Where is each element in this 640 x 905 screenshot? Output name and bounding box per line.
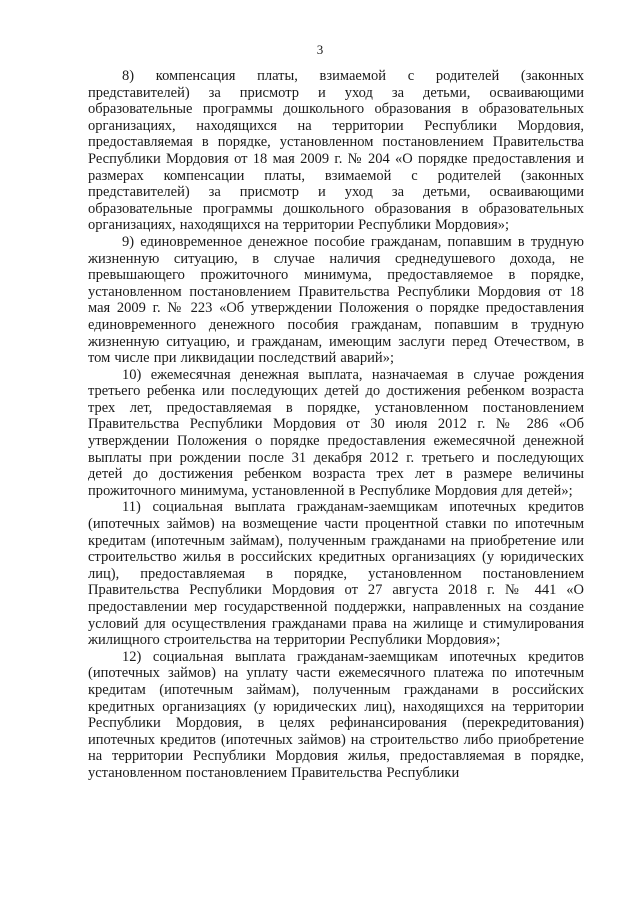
paragraph-item-9: 9) единовременное денежное пособие гражданам, попавшим в трудную жизненную ситуацию, в случае наличия среднедушевого дохода, не превышающего прожиточного минимума, предоставляемое в порядке, установленном постановлением Правительства Республики Мордовия от 18 мая 2009 г. № 223 «Об утверждении Положения о порядке предоставления единовременного денежного пособия гражданам, попавшим в трудную жизненную ситуацию, и гражданам, имеющим заслуги перед Отечеством, в том числе при ликвидации последствий аварий»; [88, 233, 584, 367]
paragraph-item-10: 10) ежемесячная денежная выплата, назначаемая в случае рождения третьего ребенка или последующих детей до достижения ребенком возраста трех лет, предоставляемая в порядке, установленном постановлением Правительства Республики Мордовия от 30 июля 2012 г. № 286 «Об утверждении Положения о порядке предоставления ежемесячной денежной выплаты при рождении после 31 декабря 2012 г. третьего и последующих детей до достижения ребенком возраста трех лет в размере величины прожиточного минимума, установленной в Республике Мордовия для детей»; [88, 366, 584, 499]
paragraph-item-12: 12) социальная выплата гражданам-заемщикам ипотечных кредитов (ипотечных займов) на уплату части ежемесячного платежа по ипотечным кредитам (ипотечным займам), полученным гражданами в российских кредитных организациях (у юридических лиц), находящихся на территории Республики Мордовия, в целях рефинансирования (перекредитования) ипотечных кредитов (ипотечных займов) на строительство либо приобретение на территории Республики Мордовия жилья, предоставляемая в порядке, установленном постановлением Правительства Республики [88, 648, 584, 781]
paragraph-item-11: 11) социальная выплата гражданам-заемщикам ипотечных кредитов (ипотечных займов) на возмещение части процентной ставки по ипотечным кредитам (ипотечным займам), полученным гражданами на приобретение или строительство жилья в российских кредитных организациях (у юридических лиц), предоставляемая в порядке, установленном постановлением Правительства Республики Мордовия от 27 августа 2018 г. № 441 «О предоставлении мер государственной поддержки, направленных на создание условий для осуществления гражданами права на жилище и стимулирования жилищного строительства на территории Республики Мордовия»; [88, 499, 584, 649]
document-body [88, 68, 584, 782]
paragraph-item-8: 8) компенсация платы, взимаемой с родителей (законных представителей) за присмотр и уход за детьми, осваивающими образовательные программы дошкольного образования в образовательных организациях, находящихся на территории Республики Мордовия, предоставляемая в порядке, установленном постановлением Правительства Республики Мордовия от 18 мая 2009 г. № 204 «О порядке предоставления и размерах компенсации платы, взимаемой с родителей (законных представителей) за присмотр и уход за детьми, осваивающими образовательные программы дошкольного образования в образовательных организациях, находящихся на территории Республики Мордовия»; [88, 68, 584, 234]
page-number: 3 [316, 42, 324, 57]
